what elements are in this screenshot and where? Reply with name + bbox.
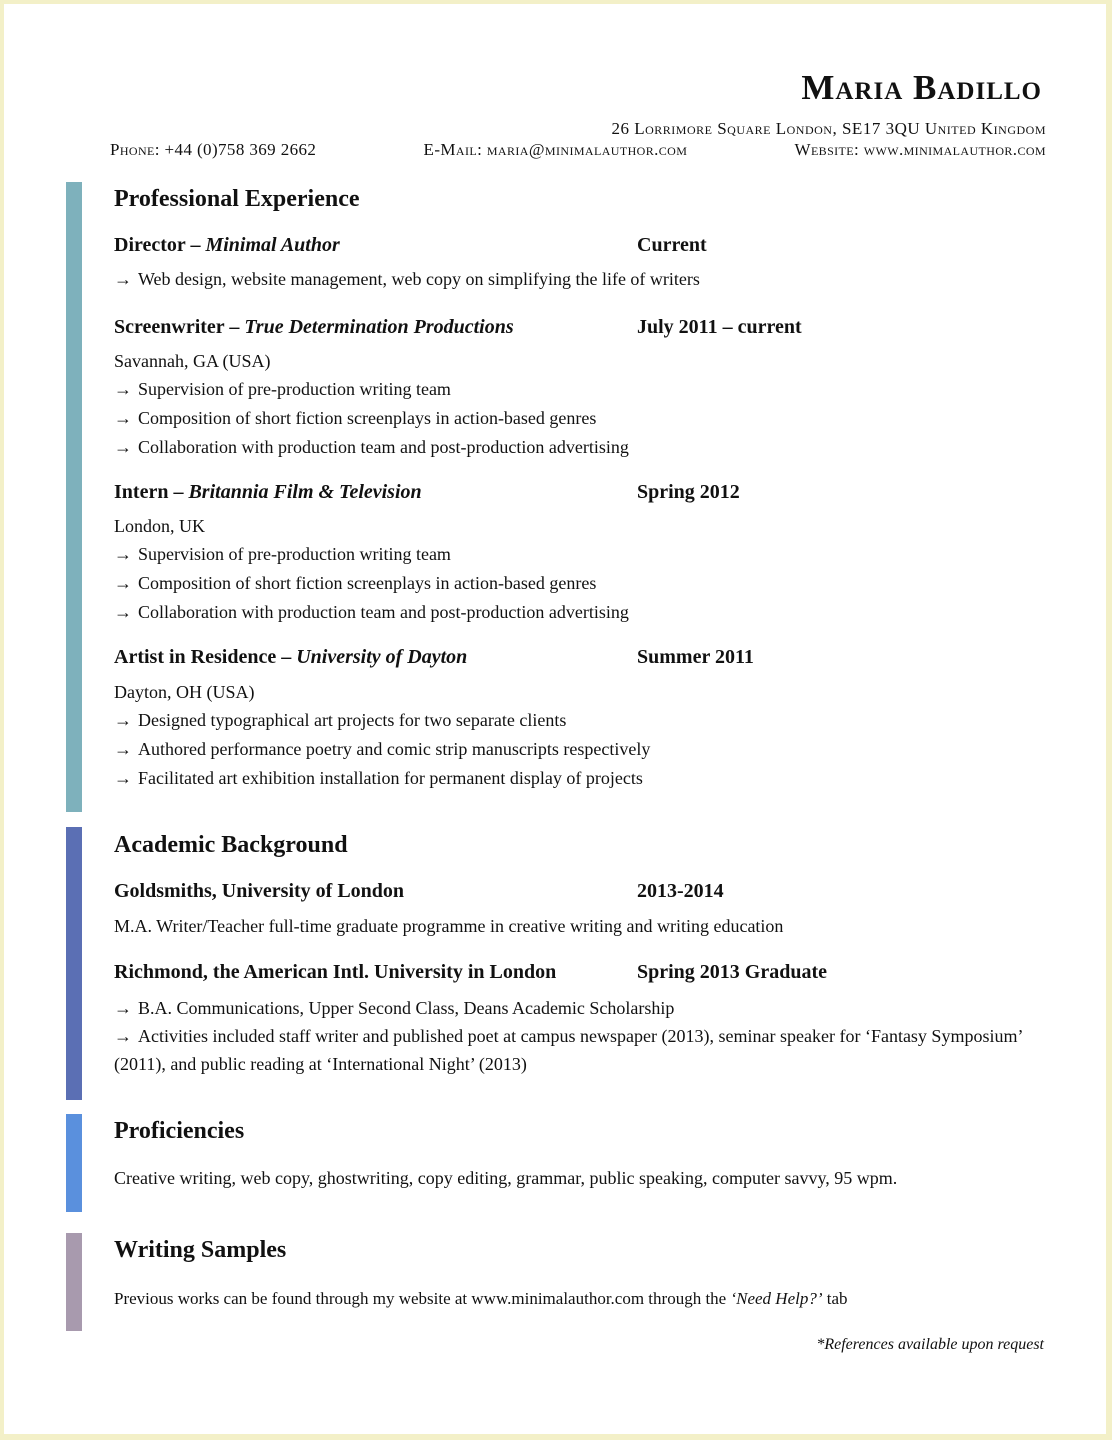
address: 26 Lorrimore Square London, SE17 3QU United Kingdom — [611, 119, 1046, 138]
job-date: Summer 2011 — [637, 646, 754, 668]
arrow-icon: → — [114, 1026, 132, 1046]
arrow-icon: → — [114, 710, 132, 730]
bullet-item: → Web design, website management, web copy on simplifying the life of writers — [114, 269, 700, 289]
section-title-samples: Writing Samples — [114, 1237, 287, 1263]
job-date: Spring 2012 — [637, 481, 740, 503]
school-date: 2013-2014 — [637, 880, 724, 902]
arrow-icon: → — [114, 437, 132, 457]
experience-bar — [66, 182, 82, 812]
school-date: Spring 2013 Graduate — [637, 961, 828, 983]
bullet-item: → Activities included staff writer and published poet at campus newspaper (2013), seminar speaker for ‘Fantasy Symposium’ (2011), and public reading at ‘International Night’ (2013) — [114, 1022, 1024, 1078]
arrow-icon: → — [114, 739, 132, 759]
arrow-icon: → — [114, 269, 132, 289]
bullet-item: → B.A. Communications, Upper Second Class, Deans Academic Scholarship — [114, 998, 675, 1018]
arrow-icon: → — [114, 602, 132, 622]
references-note: *References available upon request — [816, 1336, 1044, 1353]
email[interactable]: E-Mail: maria@minimalauthor.com — [423, 140, 688, 159]
bullet-item: → Supervision of pre-production writing team — [114, 379, 451, 399]
section-title-proficiencies: Proficiencies — [114, 1118, 245, 1144]
arrow-icon: → — [114, 998, 132, 1018]
proficiencies-bar — [66, 1114, 82, 1212]
job-heading: Director – Minimal Author — [114, 234, 340, 256]
arrow-icon: → — [114, 573, 132, 593]
bullet-item: → Facilitated art exhibition installation for permanent display of projects — [114, 768, 643, 788]
resume-page — [4, 4, 1106, 1434]
bullet-item: → Collaboration with production team and post-production advertising — [114, 602, 629, 622]
section-title-academic: Academic Background — [114, 832, 348, 858]
bullet-item: → Collaboration with production team and post-production advertising — [114, 437, 629, 457]
job-heading: Screenwriter – True Determination Productions — [114, 316, 514, 338]
job-heading: Artist in Residence – University of Dayton — [114, 646, 468, 668]
contact-line — [110, 140, 1046, 160]
resume-name: Maria Badillo — [801, 68, 1042, 107]
school-name: Goldsmiths, University of London — [114, 880, 405, 902]
job-date: Current — [637, 234, 707, 256]
job-heading: Intern – Britannia Film & Television — [114, 481, 422, 503]
phone: Phone: +44 (0)758 369 2662 — [110, 140, 317, 159]
job-location: Dayton, OH (USA) — [114, 682, 255, 702]
bullet-item: → Supervision of pre-production writing team — [114, 544, 451, 564]
bullet-item: → Composition of short fiction screenplays in action-based genres — [114, 408, 597, 428]
arrow-icon: → — [114, 408, 132, 428]
bullet-item: → Authored performance poetry and comic strip manuscripts respectively — [114, 739, 651, 759]
arrow-icon: → — [114, 768, 132, 788]
section-title-experience: Professional Experience — [114, 186, 360, 212]
arrow-icon: → — [114, 544, 132, 564]
samples-text: Previous works can be found through my website at www.minimalauthor.com through the ‘Need Help?’ tab — [114, 1289, 848, 1308]
academic-bar — [66, 827, 82, 1100]
job-location: Savannah, GA (USA) — [114, 351, 271, 371]
job-location: London, UK — [114, 516, 205, 536]
school-name: Richmond, the American Intl. University in London — [114, 961, 557, 983]
website[interactable]: Website: www.minimalauthor.com — [794, 140, 1046, 159]
samples-bar — [66, 1233, 82, 1331]
bullet-item: → Designed typographical art projects for two separate clients — [114, 710, 567, 730]
job-date: July 2011 – current — [637, 316, 802, 338]
arrow-icon: → — [114, 379, 132, 399]
proficiencies-text: Creative writing, web copy, ghostwriting, copy editing, grammar, public speaking, computer savvy, 95 wpm. — [114, 1168, 898, 1188]
school-detail: M.A. Writer/Teacher full-time graduate programme in creative writing and writing education — [114, 916, 784, 936]
bullet-item: → Composition of short fiction screenplays in action-based genres — [114, 573, 597, 593]
